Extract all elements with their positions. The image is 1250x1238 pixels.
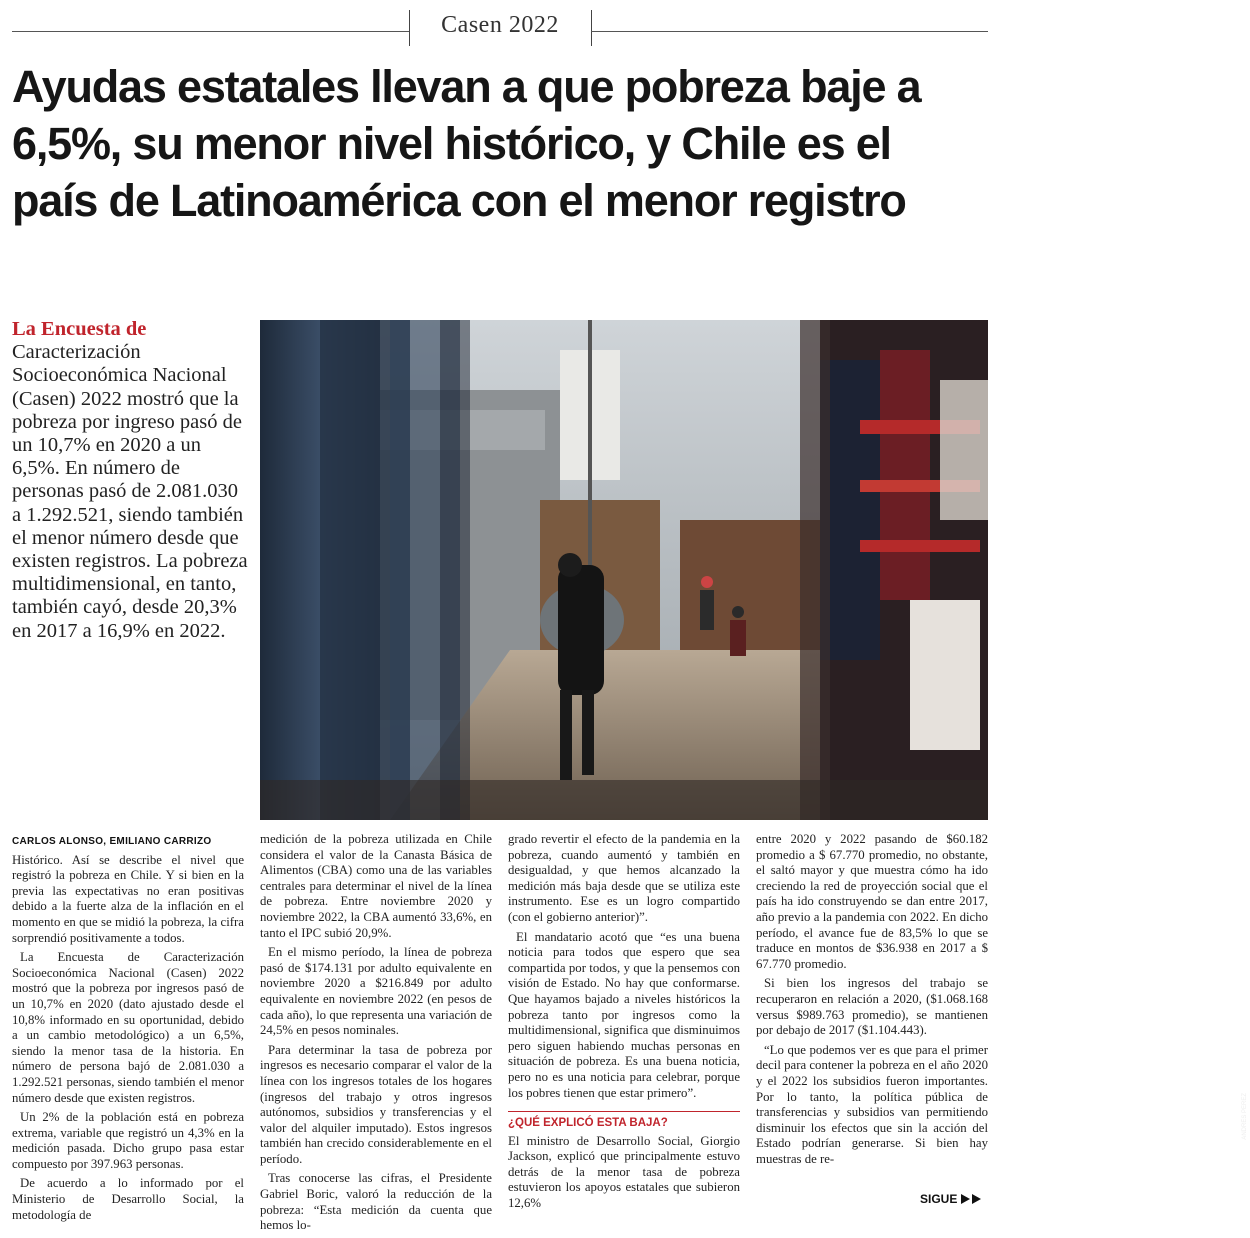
section-kicker: Casen 2022 (441, 12, 559, 38)
body-paragraph: El ministro de Desarrollo Social, Giorgio Jackson, explicó que principalmente estuvo detrás de la menor tasa de pobreza estuvieron los apoyos estatales que subieron 12,6% (508, 1133, 740, 1211)
body-paragraph: Histórico. Así se describe el nivel que registró la pobreza en Chile. Y si bien en la previa las expectativas no eran positivas debido a la fuerte alza de la inflación en el momento en que se midió la pobreza, la cifra sorprendió positivamente a todos. (12, 852, 244, 945)
body-paragraph: Tras conocerse las cifras, el Presidente Gabriel Boric, valoró la reducción de la pobreza: “Esta medición da cuenta que hemos lo- (260, 1171, 492, 1233)
article-lead (12, 318, 252, 643)
kicker-rule-right (591, 31, 988, 32)
body-paragraph: Si bien los ingresos del trabajo se recuperaron en relación a 2020, ($1.068.168 versus $989.763 promedio), se mantienen por debajo de 2017 ($1.104.443). (756, 976, 988, 1038)
byline: CARLOS ALONSO, EMILIANO CARRIZO (12, 836, 212, 847)
body-paragraph: Para determinar la tasa de pobreza por ingresos es necesario comparar el valor de la línea con los ingresos totales de los hogares (ingresos del trabajo y otros ingresos autónomos, subsidios y transferencias y el valor del alquiler imputado). Estos ingresos también han crecido considerablemente en el período. (260, 1042, 492, 1166)
body-column-2 (260, 832, 492, 1238)
photo-credit: ANDRÉS PÉREZ (1242, 1093, 1248, 1140)
continue-marker (920, 1192, 983, 1206)
body-paragraph: Un 2% de la población está en pobreza extrema, variable que registró un 4,3% en la medición pasada. Dicho grupo pasa estar compuesto por 397.963 personas. (12, 1110, 244, 1171)
body-column-4 (756, 832, 988, 1171)
double-arrow-icon (961, 1194, 983, 1204)
article-headline: Ayudas estatales llevan a que pobreza baje a 6,5%, su menor nivel histórico, y Chile es el país de Latinoamérica con el menor registro (12, 61, 921, 226)
body-paragraph: En el mismo período, la línea de pobreza pasó de $174.131 por adulto equivalente en noviembre 2020 a $216.849 por adulto equivalente en noviembre 2022 (en pesos de cada año), lo que representa una variación de 24,5% en pesos nominales. (260, 945, 492, 1038)
lead-body: Caracterización Socioeconómica Nacional (Casen) 2022 mostró que la pobreza por ingreso pasó de un 10,7% en 2020 a un 6,5%. En número de personas pasó de 2.081.030 a 1.292.521, siendo también el menor número desde que existen registros. La pobreza multidimensional, en tanto, también cayó, desde 20,3% en 2017 a 16,9% en 2022. (12, 341, 248, 642)
kicker-rule-left (12, 31, 410, 32)
body-column-1 (12, 832, 244, 1227)
body-paragraph: medición de la pobreza utilizada en Chile considera el valor de la Canasta Básica de Alimentos (CBA) como una de las variables centrales para determinar el nivel de la línea de pobreza. Entre noviembre 2020 y noviembre 2022, la CBA aumentó 33,6%, en tanto el IPC subió 20,9%. (260, 832, 492, 940)
body-paragraph: grado revertir el efecto de la pandemia en la pobreza, cuando aumentó y también en desigualdad, y que hemos alcanzado la medición más baja desde que se utiliza este instrumento. Ese es un logro compartido (con el gobierno anterior)”. (508, 832, 740, 924)
body-paragraph: El mandatario acotó que “es una buena noticia para todos que espero que sea compartida por todos, y que la pensemos con visión de Estado. No hay que conformarse. Que hayamos bajado a niveles históricos la pobreza tanto por ingresos como la multidimensional, significa que disminuimos pero siguen habiendo muchas personas en situación de pobreza. Es una buena noticia, pero no es una noticia para celebrar, porque los pobres tienen que estar primero”. (508, 929, 740, 1100)
body-paragraph: “Lo que podemos ver es que para el primer decil para contener la pobreza en el año 2020 y el 2022 los subsidios fueron importantes. Por lo tanto, la política pública de transferencias y subsidios van permitiendo disminuir los efectos que sin la acción del Estado podrían generarse. Si bien hay muestras de re- (756, 1042, 988, 1166)
body-paragraph: De acuerdo a lo informado por el Ministerio de Desarrollo Social, la metodología de (12, 1176, 244, 1222)
body-column-3 (508, 832, 740, 1216)
kicker-divider-right (591, 10, 592, 46)
lead-opening: La Encuesta de (12, 318, 147, 340)
continue-label: SIGUE (920, 1192, 958, 1206)
section-subhead: ¿QUÉ EXPLICÓ ESTA BAJA? (508, 1111, 740, 1132)
body-paragraph: La Encuesta de Caracterización Socioeconómica Nacional (Casen) 2022 mostró que la pobreza por ingresos pasó de un 10,7% en 2020 (dato ajustado desde el 10,8% informado en su oportunidad, debido a un cambio metodológico) a un 6,5%, siendo la menor tasa de la historia. En número de persona bajó de 2.081.030 a 1.292.521 personas, siendo también el menor número desde que existen registros. (12, 950, 244, 1105)
body-paragraph: entre 2020 y 2022 pasando de $60.182 promedio a $ 67.770 promedio, no obstante, el saltó mayor y que muestra cómo ha ido creciendo la red de proyección social que el país ha ido construyendo se dan entre 2017, año previo a la pandemia con 2022. En dicho período, el avance fue de 83,5% lo que se traduce en montos de $36.938 en 2017 a $ 67.770 promedio. (756, 832, 988, 971)
